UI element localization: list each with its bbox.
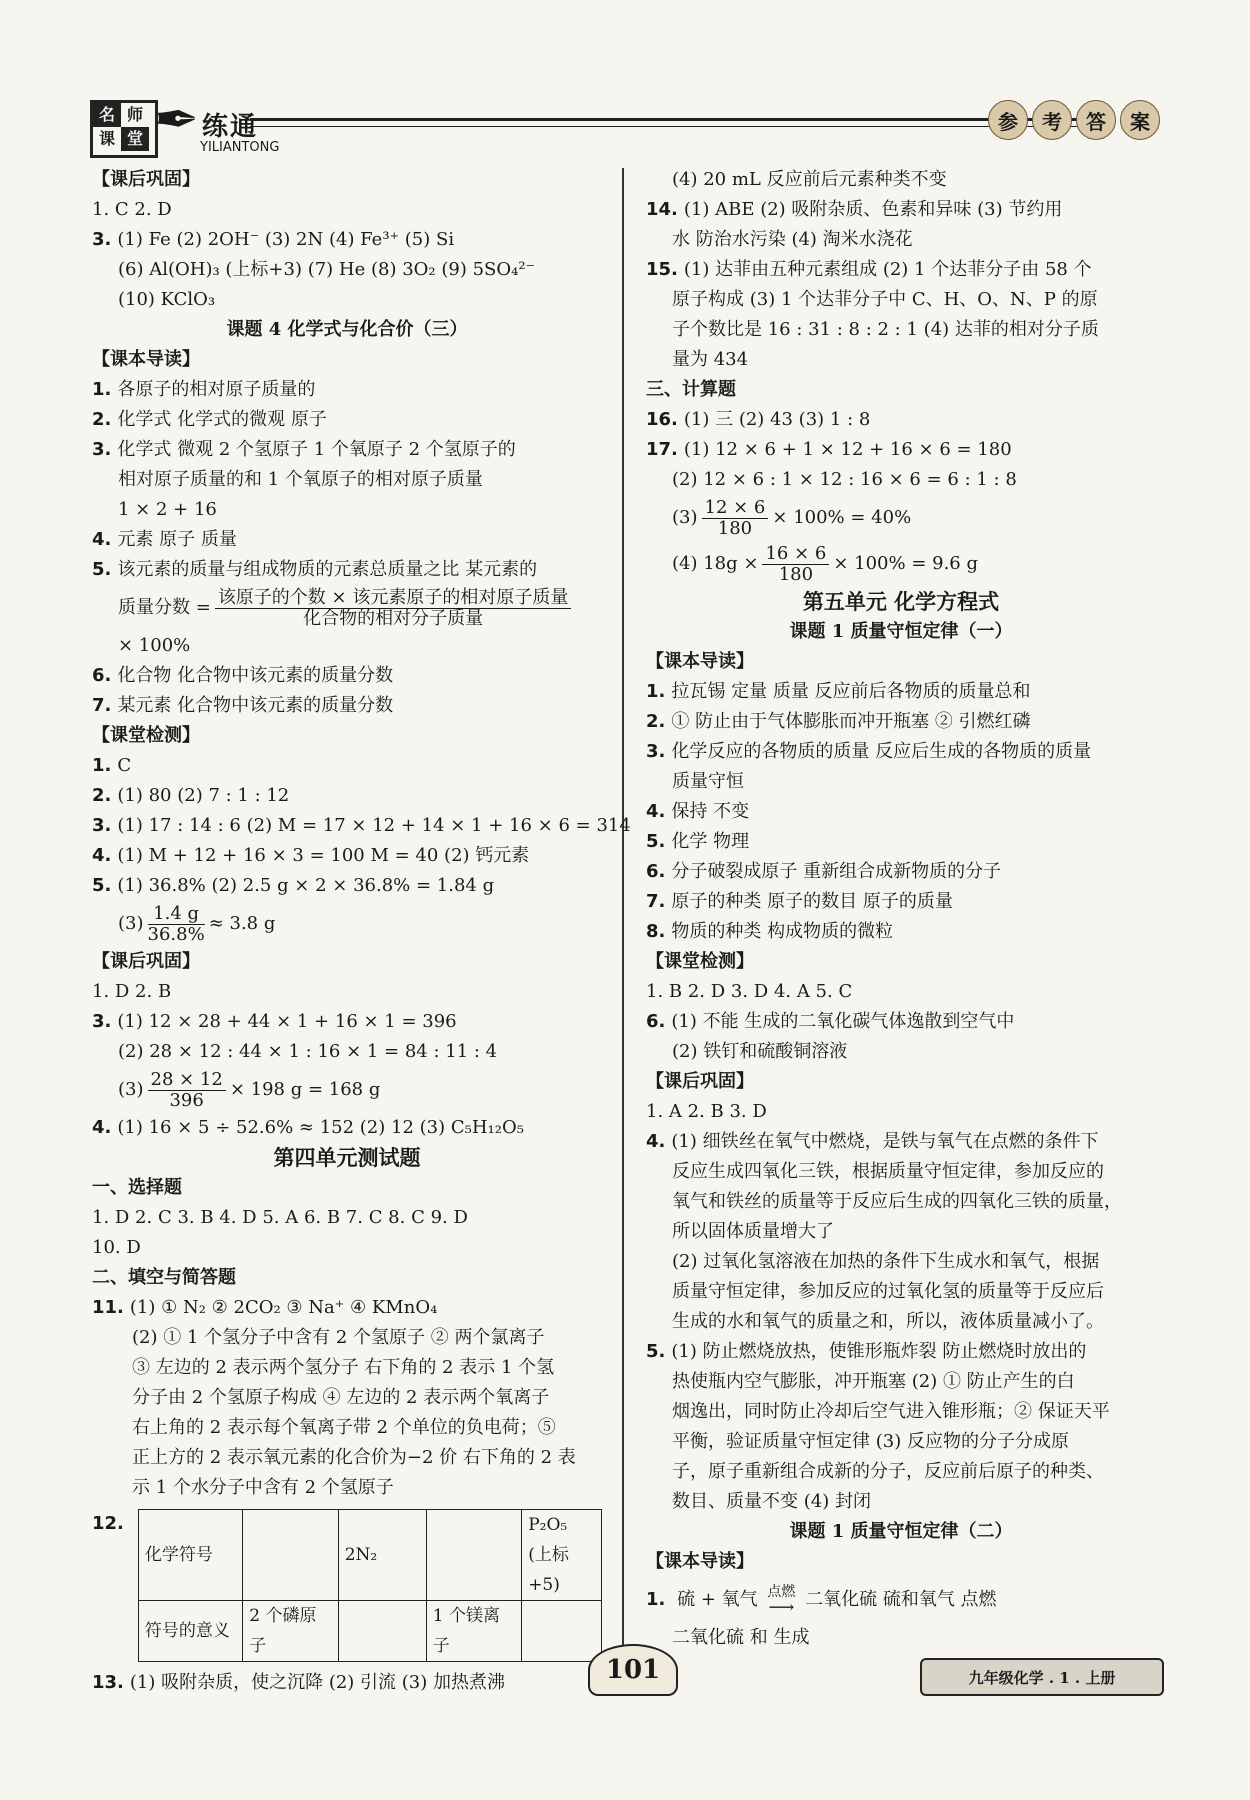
answer-text: 物质的种类 构成物质的微粒 [671, 921, 894, 942]
item-number: 3. [92, 1011, 112, 1032]
item-number: 6. [646, 1011, 666, 1032]
reaction-condition: 点燃 [767, 1584, 796, 1600]
answer-line [646, 1007, 1156, 1037]
unit-title: 第五单元 化学方程式 [802, 589, 1000, 614]
fraction [702, 498, 769, 539]
formula-rest: ≈ 3.8 g [208, 913, 276, 934]
item-number: 4. [92, 529, 112, 550]
section-heading: 【课后巩固】 [92, 169, 200, 190]
item-number: 5. [646, 831, 666, 852]
fraction [148, 1070, 226, 1111]
answer-line [92, 871, 602, 901]
answer-line: (10) KClO₃ [118, 289, 216, 310]
answer-line: (4) 20 mL 反应前后元素种类不变 [672, 169, 947, 190]
denominator: 化合物的相对分子质量 [303, 607, 484, 629]
answer-text: 化合物 化合物中该元素的质量分数 [117, 665, 394, 686]
section-heading: 【课后巩固】 [646, 1071, 754, 1092]
answer-line [646, 827, 1156, 857]
answer-line: 氧气和铁丝的质量等于反应后生成的四氧化三铁的质量， [672, 1191, 1122, 1212]
table-cell [426, 1510, 521, 1601]
item-number: 3. [92, 815, 112, 836]
answer-text: 化学式 微观 2 个氢原子 1 个氧原子 2 个氢原子的 [117, 439, 516, 460]
section-heading: 【课堂检测】 [646, 951, 754, 972]
answer-line: (2) ① 1 个氢分子中含有 2 个氢原子 ② 两个氯离子 [132, 1327, 545, 1348]
answer-line: 反应生成四氧化三铁，根据质量守恒定律，参加反应的 [672, 1161, 1104, 1182]
answer-line: 1. B 2. D 3. D 4. A 5. C [646, 981, 853, 1002]
answer-text: (1) 防止燃烧放热，使锥形瓶炸裂 防止燃烧时放出的 [671, 1341, 1087, 1362]
answer-text: (1) ABE (2) 吸附杂质、色素和异味 (3) 节约用 [683, 199, 1063, 220]
lesson-title: 课题 4 化学式与化合价（三） [226, 319, 468, 340]
answer-line: 水 防治水污染 (4) 淘米水浇花 [672, 229, 913, 250]
answer-line [92, 811, 631, 841]
pen-icon: ✒ [154, 88, 200, 151]
table-cell: 化学符号 [138, 1510, 242, 1601]
answer-line [92, 225, 602, 255]
formula-label: 质量分数 = [118, 597, 211, 618]
fraction [215, 588, 572, 629]
fraction [762, 544, 829, 585]
numerator: 28 × 12 [148, 1070, 226, 1091]
answer-text: (1) 12 × 6 + 1 × 12 + 16 × 6 = 180 [683, 439, 1012, 460]
answer-char: 参 [988, 100, 1028, 140]
column-divider [622, 168, 624, 1648]
answer-line: (2) 铁钉和硫酸铜溶液 [672, 1041, 848, 1062]
table-cell: P₂O₅ (上标+5) [522, 1510, 602, 1601]
answer-line [92, 405, 602, 435]
formula-line [646, 495, 1156, 541]
answer-line [92, 525, 602, 555]
item-number: 4. [646, 1131, 666, 1152]
answer-line [92, 435, 602, 465]
answer-line [92, 1007, 602, 1037]
answer-text: 某元素 化合物中该元素的质量分数 [117, 695, 394, 716]
answer-line: 二氧化硫 和 生成 [672, 1627, 810, 1648]
answer-text: 保持 不变 [671, 801, 750, 822]
answer-line: 生成的水和氧气的质量之和，所以，液体质量减小了。 [672, 1311, 1104, 1332]
answer-line: 平衡，验证质量守恒定律 (3) 反应物的分子分成原 [672, 1431, 1069, 1452]
section-heading: 【课堂检测】 [92, 725, 200, 746]
answer-line [646, 405, 1156, 435]
answer-text: (1) 12 × 28 + 44 × 1 + 16 × 1 = 396 [117, 1011, 457, 1032]
answer-line: (6) Al(OH)₃ (上标+3) (7) He (8) 3O₂ (9) 5SO₄²⁻ [118, 259, 536, 280]
answer-line: 质量守恒定律，参加反应的过氧化氢的质量等于反应后 [672, 1281, 1104, 1302]
logo-char: 课 [98, 129, 115, 148]
answer-char: 案 [1120, 100, 1160, 140]
page-footer [0, 1640, 1250, 1720]
answer-line [646, 1127, 1156, 1157]
answer-line [646, 255, 1156, 285]
lesson-title: 课题 1 质量守恒定律（二） [789, 1521, 1013, 1542]
arrow-icon: ⟶ [768, 1597, 795, 1618]
section-heading: 【课本导读】 [646, 651, 754, 672]
formula-line [646, 541, 1156, 587]
item-number: 2. [92, 785, 112, 806]
formula-label: (4) 18g × [672, 553, 759, 574]
formula-rest: × 198 g = 168 g [229, 1079, 381, 1100]
formula-rest: × 100% = 40% [772, 507, 912, 528]
answer-line: 右上角的 2 表示每个氧离子带 2 个单位的负电荷；⑤ [132, 1417, 556, 1438]
logo-char: 堂 [121, 127, 149, 151]
fraction [148, 904, 205, 945]
item-number: 2. [92, 409, 112, 430]
answer-line: 子个数比是 16 : 31 : 8 : 2 : 1 (4) 达菲的相对分子质 [672, 319, 1099, 340]
answer-line: 数目、质量不变 (4) 封闭 [672, 1491, 871, 1512]
answer-line: 1. C 2. D [92, 199, 172, 220]
answer-line: 1. D 2. C 3. B 4. D 5. A 6. B 7. C 8. C 9. D [92, 1207, 468, 1228]
answer-line [646, 707, 1156, 737]
denominator: 180 [717, 517, 753, 539]
answer-text: C [117, 755, 132, 776]
table-cell [243, 1510, 338, 1601]
answer-line: (2) 28 × 12 : 44 × 1 : 16 × 1 = 84 : 11 : 4 [118, 1041, 498, 1062]
item-number: 7. [646, 891, 666, 912]
page-number: 101 [588, 1644, 678, 1696]
item-number: 2. [646, 711, 666, 732]
answer-text: ① 防止由于气体膨胀而冲开瓶塞 ② 引燃红磷 [671, 711, 1031, 732]
section-heading: 三、计算题 [646, 379, 736, 400]
answer-badge [988, 100, 1160, 140]
item-number: 5. [646, 1341, 666, 1362]
answer-line: 1 × 2 + 16 [118, 499, 217, 520]
item-number: 14. [646, 199, 678, 220]
answer-line [92, 661, 602, 691]
answer-line [646, 195, 1156, 225]
answer-line [646, 857, 1156, 887]
formula-label: (3) [672, 507, 698, 528]
answer-line [92, 781, 602, 811]
answer-line: (2) 过氧化氢溶液在加热的条件下生成水和氧气，根据 [672, 1251, 1100, 1272]
table-cell: 1 个镁离子 [426, 1601, 521, 1662]
brand-subtitle: YILIANTONG [200, 140, 280, 155]
item-number: 4. [646, 801, 666, 822]
section-heading: 一、选择题 [92, 1177, 182, 1198]
answer-line: 相对原子质量的和 1 个氧原子的相对原子质量 [118, 469, 483, 490]
answer-text: 原子的种类 原子的数目 原子的质量 [671, 891, 953, 912]
answer-line [92, 375, 602, 405]
item-number: 13. [92, 1672, 124, 1693]
answer-text: 元素 原子 质量 [117, 529, 237, 550]
answer-text: 化学反应的各物质的质量 反应后生成的各物质的质量 [671, 741, 1092, 762]
item-number: 1. [92, 755, 112, 776]
item-number: 16. [646, 409, 678, 430]
answer-char: 答 [1076, 100, 1116, 140]
item-number: 3. [92, 229, 112, 250]
right-column [646, 165, 1156, 1653]
item-number: 4. [92, 845, 112, 866]
answer-text: (1) 吸附杂质，使之沉降 (2) 引流 (3) 加热煮沸 [129, 1672, 505, 1693]
item-number: 12. [92, 1513, 124, 1534]
item-number: 6. [646, 861, 666, 882]
item-number: 1. [646, 681, 666, 702]
formula-line [92, 585, 602, 631]
logo-char: 师 [126, 105, 143, 124]
answer-line: 子，原子重新组合成新的分子，反应前后原子的种类、 [672, 1461, 1104, 1482]
answer-text: (1) M + 12 + 16 × 3 = 100 M = 40 (2) 钙元素 [117, 845, 530, 866]
answer-line [92, 691, 602, 721]
answer-line [646, 887, 1156, 917]
item-number: 5. [92, 559, 112, 580]
answer-text: (1) 36.8% (2) 2.5 g × 2 × 36.8% = 1.84 g [117, 875, 495, 896]
formula-label: (3) [118, 1079, 144, 1100]
brand-name: 练通 [202, 112, 259, 142]
answer-line [646, 797, 1156, 827]
item-number: 5. [92, 875, 112, 896]
answer-line: 热使瓶内空气膨胀，冲开瓶塞 (2) ① 防止产生的白 [672, 1371, 1075, 1392]
header-rule [250, 118, 1080, 127]
logo-char: 名 [93, 103, 121, 127]
reaction-arrow [767, 1584, 795, 1616]
formula-rest: × 100% = 9.6 g [833, 553, 979, 574]
answer-line [92, 555, 602, 585]
answer-text: (1) 细铁丝在氧气中燃烧，是铁与氧气在点燃的条件下 [671, 1131, 1099, 1152]
section-heading: 【课本导读】 [92, 349, 200, 370]
item-number: 1. [646, 1589, 666, 1610]
answer-line [92, 1113, 602, 1143]
denominator: 180 [778, 563, 814, 585]
formula-line [92, 1067, 602, 1113]
answer-line: ③ 左边的 2 表示两个氢分子 右下角的 2 表示 1 个氢 [132, 1357, 555, 1378]
answer-text: 分子破裂成原子 重新组合成新物质的分子 [671, 861, 1002, 882]
section-heading: 【课本导读】 [646, 1551, 754, 1572]
answer-text: 各原子的相对原子质量的 [117, 379, 316, 400]
numerator: 16 × 6 [762, 544, 829, 565]
answer-line: 烟逸出，同时防止冷却后空气进入锥形瓶；② 保证天平 [672, 1401, 1110, 1422]
page-header [90, 88, 1160, 160]
formula-label: (3) [118, 913, 144, 934]
answer-text: 拉瓦锡 定量 质量 反应前后各物质的质量总和 [671, 681, 1031, 702]
item-number: 1. [92, 379, 112, 400]
item-number: 17. [646, 439, 678, 460]
answer-text: (1) 16 × 5 ÷ 52.6% ≈ 152 (2) 12 (3) C₅H₁₂O₅ [117, 1117, 524, 1138]
answer-line [92, 751, 602, 781]
answer-text: (1) 三 (2) 43 (3) 1 : 8 [683, 409, 871, 430]
item-number: 3. [646, 741, 666, 762]
answer-text: 该元素的质量与组成物质的元素总质量之比 某元素的 [117, 559, 538, 580]
answer-line: 质量守恒 [672, 771, 744, 792]
denominator: 36.8% [147, 923, 205, 945]
numerator: 1.4 g [148, 904, 205, 925]
answer-line: 分子由 2 个氢原子构成 ④ 左边的 2 表示两个氧离子 [132, 1387, 550, 1408]
table-cell: 符号的意义 [138, 1601, 242, 1662]
answer-text: 化学式 化学式的微观 原子 [117, 409, 327, 430]
reactants: 硫 + 氧气 [677, 1589, 758, 1610]
numerator: 该原子的个数 × 该元素原子的相对原子质量 [215, 588, 572, 609]
left-column [92, 165, 631, 1698]
answer-char: 考 [1032, 100, 1072, 140]
numerator: 12 × 6 [702, 498, 769, 519]
answer-line: 1. D 2. B [92, 981, 172, 1002]
equation-line [646, 1577, 1156, 1623]
table-row [138, 1510, 601, 1601]
denominator: 396 [169, 1089, 204, 1111]
answer-line [92, 841, 602, 871]
answer-line: (2) 12 × 6 : 1 × 12 : 16 × 6 = 6 : 1 : 8 [672, 469, 1017, 490]
answer-line: 原子构成 (3) 1 个达菲分子中 C、H、O、N、P 的原 [672, 289, 1098, 310]
answer-text: (1) 不能 生成的二氧化碳气体逸散到空气中 [671, 1011, 1015, 1032]
answer-line: 10. D [92, 1237, 141, 1258]
answer-line [646, 917, 1156, 947]
answer-text: 化学 物理 [671, 831, 750, 852]
item-number: 6. [92, 665, 112, 686]
unit-title: 第四单元测试题 [273, 1145, 421, 1170]
item-number: 11. [92, 1297, 124, 1318]
answer-line: × 100% [118, 635, 191, 656]
item-number: 7. [92, 695, 112, 716]
item-number: 8. [646, 921, 666, 942]
item-number: 15. [646, 259, 678, 280]
section-heading: 【课后巩固】 [92, 951, 200, 972]
answer-line: 量为 434 [672, 349, 749, 370]
logo [90, 100, 158, 158]
answer-line: 所以固体质量增大了 [672, 1221, 834, 1242]
answer-line: 示 1 个水分子中含有 2 个氢原子 [132, 1477, 394, 1498]
answer-text: (1) 17 : 14 : 6 (2) M = 17 × 12 + 14 × 1 + 16 × 6 = 314 [117, 815, 631, 836]
formula-line [92, 901, 602, 947]
lesson-title: 课题 1 质量守恒定律（一） [789, 621, 1013, 642]
book-label: 九年级化学 . 1 . 上册 [920, 1658, 1164, 1696]
answer-line: 1. A 2. B 3. D [646, 1101, 767, 1122]
table-cell: 2 个磷原子 [243, 1601, 338, 1662]
answer-line [646, 435, 1156, 465]
answer-line: 正上方的 2 表示氧元素的化合价为−2 价 右下角的 2 表 [132, 1447, 576, 1468]
answer-text: (1) ① N₂ ② 2CO₂ ③ Na⁺ ④ KMnO₄ [129, 1297, 438, 1318]
answer-text: (1) 达菲由五种元素组成 (2) 1 个达菲分子由 58 个 [683, 259, 1092, 280]
answer-text: (1) Fe (2) 2OH⁻ (3) 2N (4) Fe³⁺ (5) Si [117, 229, 455, 250]
item-number: 4. [92, 1117, 112, 1138]
table-cell: 2N₂ [338, 1510, 426, 1601]
section-heading: 二、填空与简答题 [92, 1267, 236, 1288]
answer-line [92, 1293, 602, 1323]
products: 二氧化硫 硫和氧气 点燃 [805, 1589, 997, 1610]
answer-line [646, 1337, 1156, 1367]
answer-line [646, 677, 1156, 707]
answer-text: (1) 80 (2) 7 : 1 : 12 [117, 785, 290, 806]
item-number: 3. [92, 439, 112, 460]
answer-line [646, 737, 1156, 767]
